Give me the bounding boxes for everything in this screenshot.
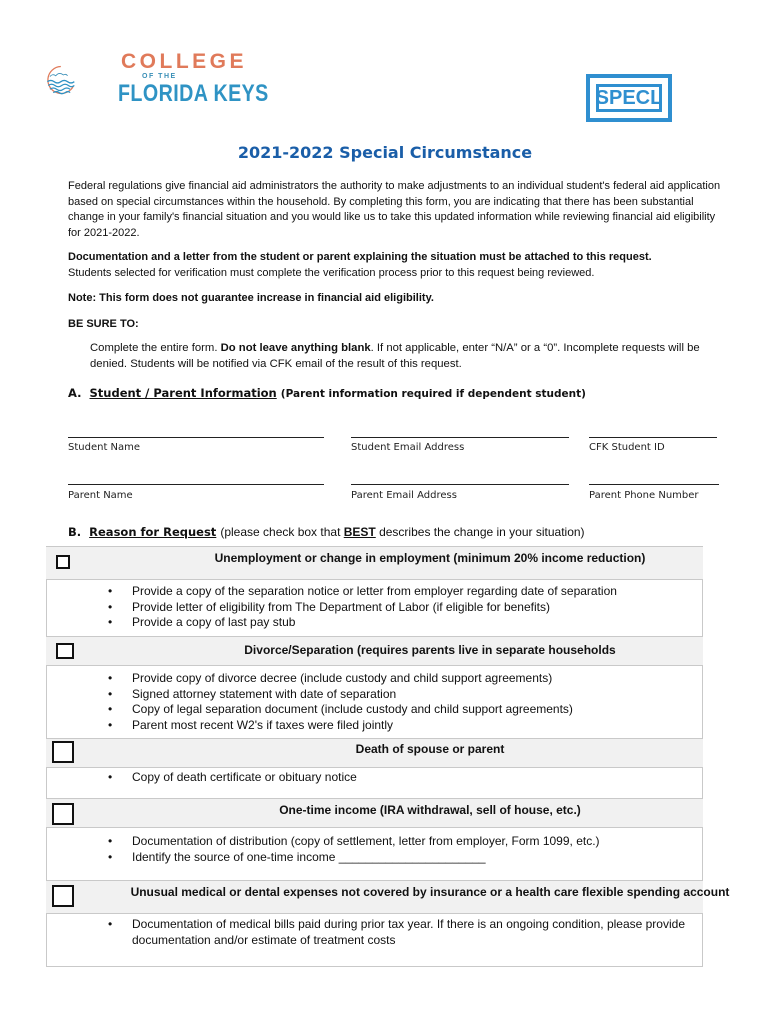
list-item: • Copy of legal separation document (include custody and child support agreements) xyxy=(106,702,686,718)
parent-phone-line[interactable] xyxy=(589,484,719,485)
list-item: • Signed attorney statement with date of separation xyxy=(106,687,686,703)
section-b-note-a: (please check box that xyxy=(220,525,344,539)
student-email-line[interactable] xyxy=(351,437,569,438)
section-a-heading xyxy=(68,386,586,400)
cfk-id-label: CFK Student ID xyxy=(589,442,665,453)
page-title: 2021-2022 Special Circumstance xyxy=(237,143,533,162)
instructions-part-2: . If not applicable, enter “N/A” or a “0”. Incomplete requests will be denied. Students will be notified via CFK email of the result of this request. xyxy=(90,342,700,370)
college-logo xyxy=(44,42,124,118)
logo-ofthe-text: OF THE xyxy=(142,73,177,80)
reason-heading: Divorce/Separation (requires parents live in separate households xyxy=(244,643,616,657)
reason-items xyxy=(106,671,686,733)
cfk-id-line[interactable] xyxy=(589,437,717,438)
list-item: • Provide letter of eligibility from The Department of Labor (if eligible for benefits) xyxy=(106,600,686,616)
list-item: • Provide copy of divorce decree (include custody and child support agreements) xyxy=(106,671,686,687)
section-a-letter: A. xyxy=(68,386,82,400)
parent-email-line[interactable] xyxy=(351,484,569,485)
list-item: • Documentation of medical bills paid during prior tax year. If there is an ongoing condition, please provide documentation and/or estimate of treatment costs xyxy=(106,917,686,948)
list-item: • Provide a copy of last pay stub xyxy=(106,615,686,631)
parent-name-line[interactable] xyxy=(68,484,324,485)
list-item: • Provide a copy of the separation notice or letter from employer regarding date of separation xyxy=(106,584,686,600)
reason-checkbox-death[interactable] xyxy=(52,741,74,763)
section-b-heading xyxy=(68,525,585,539)
list-item: • Copy of death certificate or obituary notice xyxy=(106,770,686,786)
reason-heading: Unemployment or change in employment (minimum 20% income reduction) xyxy=(214,551,646,565)
section-b-letter: B. xyxy=(68,525,82,539)
reason-checkbox-medical[interactable] xyxy=(52,885,74,907)
specl-stamp xyxy=(586,74,672,122)
student-email-label: Student Email Address xyxy=(351,442,465,453)
section-b-title: Reason for Request xyxy=(89,525,217,539)
specl-stamp-text: SPECL xyxy=(596,84,662,112)
student-name-line[interactable] xyxy=(68,437,324,438)
instructions-part-1: Complete the entire form. xyxy=(90,342,221,354)
instructions-bold: Do not leave anything blank xyxy=(220,342,371,354)
reason-checkbox-unemployment[interactable] xyxy=(56,555,70,569)
documentation-paragraph xyxy=(68,250,728,281)
section-b-note-b: describes the change in your situation) xyxy=(375,525,585,539)
parent-email-label: Parent Email Address xyxy=(351,490,457,501)
student-name-label: Student Name xyxy=(68,442,141,453)
logo-florida-keys-text: FLORIDA KEYS xyxy=(118,80,269,107)
logo-college-text: COLLEGE xyxy=(121,50,248,73)
intro-paragraph: Federal regulations give financial aid administrators the authority to make adjustments to an individual student's federal aid application based on special circumstances within the household. By completing this form, you are indicating that there has been substantial change in your family's financial situation and you would like us to take this updated information while reviewing financial aid eligibility for 2021-2022. xyxy=(68,180,721,239)
note-text: Note: This form does not guarantee increase in financial aid eligibility. xyxy=(68,292,434,304)
reason-heading: Death of spouse or parent xyxy=(355,742,505,756)
reason-items xyxy=(106,584,686,631)
list-item: • Parent most recent W2's if taxes were filed jointly xyxy=(106,718,686,734)
reason-items xyxy=(106,770,686,786)
instructions-paragraph xyxy=(90,341,730,372)
section-b-note-best: BEST xyxy=(343,525,376,539)
reason-items xyxy=(106,834,686,865)
be-sure-heading: BE SURE TO: xyxy=(68,318,139,330)
parent-phone-label: Parent Phone Number xyxy=(589,490,699,501)
list-item: • Identify the source of one-time income ______________________ xyxy=(106,850,686,866)
documentation-bold: Documentation and a letter from the student or parent explaining the situation must be attached to this request. xyxy=(68,251,652,263)
reason-checkbox-one-time-income[interactable] xyxy=(52,803,74,825)
section-a-title: Student / Parent Information xyxy=(89,386,277,400)
verification-text: Students selected for verification must complete the verification process prior to this request being reviewed. xyxy=(68,266,595,279)
reason-items xyxy=(106,917,686,948)
reason-checkbox-divorce[interactable] xyxy=(56,643,74,659)
list-item: • Documentation of distribution (copy of settlement, letter from employer, Form 1099, etc.) xyxy=(106,834,686,850)
reason-heading: Unusual medical or dental expenses not covered by insurance or a health care flexible spending account xyxy=(130,885,730,899)
parent-name-label: Parent Name xyxy=(68,490,133,501)
reason-heading: One-time income (IRA withdrawal, sell of house, etc.) xyxy=(279,803,581,817)
section-a-note: (Parent information required if dependent student) xyxy=(280,388,586,400)
